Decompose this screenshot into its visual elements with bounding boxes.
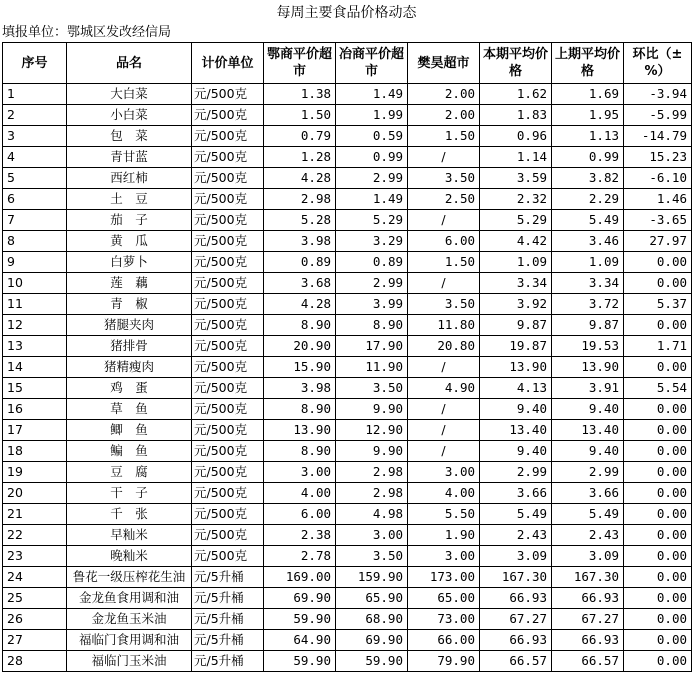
cell-unit: 元/500克 (192, 273, 264, 294)
cell-ehs-price: 59.90 (264, 609, 336, 630)
cell-current-avg: 13.40 (480, 420, 552, 441)
cell-index: 6 (3, 189, 67, 210)
cell-name: 西红柿 (67, 168, 192, 189)
cell-unit: 元/5升桶 (192, 630, 264, 651)
cell-name: 猪精瘦肉 (67, 357, 192, 378)
cell-yes-price: 0.89 (336, 252, 408, 273)
cell-index: 22 (3, 525, 67, 546)
cell-index: 16 (3, 399, 67, 420)
cell-current-avg: 2.43 (480, 525, 552, 546)
page-title: 每周主要食品价格动态 (276, 5, 417, 21)
cell-name: 福临门食用调和油 (67, 630, 192, 651)
cell-fanhao-price: 6.00 (408, 231, 480, 252)
header-name: 品名 (67, 43, 192, 84)
cell-change: 0.00 (624, 462, 692, 483)
cell-change: 0.00 (624, 504, 692, 525)
cell-change: -3.65 (624, 210, 692, 231)
cell-index: 17 (3, 420, 67, 441)
header-unit: 计价单位 (192, 43, 264, 84)
table-row (3, 168, 692, 189)
cell-change: 27.97 (624, 231, 692, 252)
cell-ehs-price: 4.00 (264, 483, 336, 504)
header-yes: 冶商平价超市 (336, 43, 408, 84)
cell-prev-avg: 9.40 (552, 441, 624, 462)
cell-unit: 元/500克 (192, 483, 264, 504)
cell-ehs-price: 4.28 (264, 294, 336, 315)
table-row (3, 483, 692, 504)
cell-change: 0.00 (624, 483, 692, 504)
cell-current-avg: 1.62 (480, 84, 552, 105)
cell-prev-avg: 66.93 (552, 588, 624, 609)
cell-fanhao-price: / (408, 147, 480, 168)
cell-prev-avg: 9.87 (552, 315, 624, 336)
cell-unit: 元/500克 (192, 168, 264, 189)
cell-prev-avg: 1.13 (552, 126, 624, 147)
table-row (3, 126, 692, 147)
cell-yes-price: 2.98 (336, 483, 408, 504)
cell-name: 土 豆 (67, 189, 192, 210)
cell-name: 猪腿夹肉 (67, 315, 192, 336)
cell-current-avg: 0.96 (480, 126, 552, 147)
cell-yes-price: 3.50 (336, 378, 408, 399)
cell-yes-price: 159.90 (336, 567, 408, 588)
table-row (3, 399, 692, 420)
cell-ehs-price: 3.98 (264, 231, 336, 252)
table-row (3, 588, 692, 609)
cell-prev-avg: 0.99 (552, 147, 624, 168)
cell-current-avg: 2.32 (480, 189, 552, 210)
cell-index: 12 (3, 315, 67, 336)
cell-unit: 元/500克 (192, 252, 264, 273)
cell-current-avg: 66.93 (480, 630, 552, 651)
cell-yes-price: 11.90 (336, 357, 408, 378)
table-row (3, 651, 692, 672)
cell-unit: 元/500克 (192, 546, 264, 567)
cell-change: -5.99 (624, 105, 692, 126)
cell-ehs-price: 8.90 (264, 399, 336, 420)
cell-prev-avg: 2.99 (552, 462, 624, 483)
cell-ehs-price: 6.00 (264, 504, 336, 525)
cell-unit: 元/500克 (192, 294, 264, 315)
table-row (3, 630, 692, 651)
cell-name: 金龙鱼玉米油 (67, 609, 192, 630)
cell-ehs-price: 1.38 (264, 84, 336, 105)
cell-unit: 元/500克 (192, 525, 264, 546)
cell-prev-avg: 167.30 (552, 567, 624, 588)
table-row (3, 189, 692, 210)
header-index: 序号 (3, 43, 67, 84)
cell-index: 8 (3, 231, 67, 252)
cell-prev-avg: 5.49 (552, 504, 624, 525)
table-row (3, 504, 692, 525)
cell-index: 24 (3, 567, 67, 588)
cell-ehs-price: 13.90 (264, 420, 336, 441)
cell-prev-avg: 3.66 (552, 483, 624, 504)
cell-unit: 元/500克 (192, 189, 264, 210)
cell-yes-price: 1.49 (336, 189, 408, 210)
cell-current-avg: 9.40 (480, 399, 552, 420)
cell-name: 晚籼米 (67, 546, 192, 567)
cell-yes-price: 59.90 (336, 651, 408, 672)
cell-change: 0.00 (624, 588, 692, 609)
cell-name: 小白菜 (67, 105, 192, 126)
cell-fanhao-price: / (408, 273, 480, 294)
table-row (3, 378, 692, 399)
cell-prev-avg: 3.09 (552, 546, 624, 567)
cell-fanhao-price: / (408, 420, 480, 441)
cell-fanhao-price: 3.00 (408, 462, 480, 483)
table-row (3, 105, 692, 126)
header-change: 环比（±%） (624, 43, 692, 84)
cell-current-avg: 4.13 (480, 378, 552, 399)
cell-name: 鸡 蛋 (67, 378, 192, 399)
cell-current-avg: 3.66 (480, 483, 552, 504)
header-ehs: 鄂商平价超市 (264, 43, 336, 84)
cell-ehs-price: 1.28 (264, 147, 336, 168)
cell-fanhao-price: / (408, 210, 480, 231)
cell-current-avg: 4.42 (480, 231, 552, 252)
cell-change: 0.00 (624, 651, 692, 672)
cell-ehs-price: 20.90 (264, 336, 336, 357)
cell-current-avg: 3.92 (480, 294, 552, 315)
cell-yes-price: 3.00 (336, 525, 408, 546)
table-row (3, 567, 692, 588)
cell-fanhao-price: 11.80 (408, 315, 480, 336)
cell-unit: 元/500克 (192, 315, 264, 336)
cell-change: 0.00 (624, 252, 692, 273)
cell-change: 0.00 (624, 399, 692, 420)
cell-yes-price: 17.90 (336, 336, 408, 357)
cell-prev-avg: 3.91 (552, 378, 624, 399)
cell-yes-price: 9.90 (336, 441, 408, 462)
report-unit: 填报单位：鄂城区发改经信局 (2, 25, 172, 40)
cell-change: 0.00 (624, 441, 692, 462)
cell-change: 1.46 (624, 189, 692, 210)
cell-current-avg: 167.30 (480, 567, 552, 588)
cell-current-avg: 1.83 (480, 105, 552, 126)
cell-current-avg: 9.40 (480, 441, 552, 462)
cell-fanhao-price: 4.00 (408, 483, 480, 504)
cell-current-avg: 66.93 (480, 588, 552, 609)
cell-change: 0.00 (624, 273, 692, 294)
cell-current-avg: 1.09 (480, 252, 552, 273)
cell-current-avg: 3.09 (480, 546, 552, 567)
table-row (3, 609, 692, 630)
cell-name: 白萝卜 (67, 252, 192, 273)
cell-index: 18 (3, 441, 67, 462)
cell-change: -6.10 (624, 168, 692, 189)
cell-fanhao-price: 73.00 (408, 609, 480, 630)
cell-name: 黄 瓜 (67, 231, 192, 252)
cell-yes-price: 2.98 (336, 462, 408, 483)
cell-index: 11 (3, 294, 67, 315)
table-row (3, 525, 692, 546)
cell-ehs-price: 2.38 (264, 525, 336, 546)
cell-prev-avg: 2.43 (552, 525, 624, 546)
cell-unit: 元/500克 (192, 105, 264, 126)
cell-unit: 元/500克 (192, 441, 264, 462)
cell-current-avg: 19.87 (480, 336, 552, 357)
table-row (3, 252, 692, 273)
cell-name: 大白菜 (67, 84, 192, 105)
cell-yes-price: 4.98 (336, 504, 408, 525)
header-fanhao: 樊昊超市 (408, 43, 480, 84)
cell-yes-price: 9.90 (336, 399, 408, 420)
cell-yes-price: 3.50 (336, 546, 408, 567)
cell-name: 包 菜 (67, 126, 192, 147)
cell-current-avg: 66.57 (480, 651, 552, 672)
table-row (3, 231, 692, 252)
cell-fanhao-price: 1.50 (408, 252, 480, 273)
cell-ehs-price: 8.90 (264, 315, 336, 336)
cell-ehs-price: 0.89 (264, 252, 336, 273)
cell-current-avg: 1.14 (480, 147, 552, 168)
cell-ehs-price: 2.98 (264, 189, 336, 210)
cell-index: 21 (3, 504, 67, 525)
cell-fanhao-price: 2.50 (408, 189, 480, 210)
cell-prev-avg: 3.46 (552, 231, 624, 252)
cell-fanhao-price: 1.90 (408, 525, 480, 546)
cell-prev-avg: 1.09 (552, 252, 624, 273)
cell-prev-avg: 2.29 (552, 189, 624, 210)
cell-name: 鳊 鱼 (67, 441, 192, 462)
cell-unit: 元/500克 (192, 210, 264, 231)
cell-yes-price: 12.90 (336, 420, 408, 441)
cell-current-avg: 5.29 (480, 210, 552, 231)
cell-fanhao-price: / (408, 399, 480, 420)
cell-current-avg: 9.87 (480, 315, 552, 336)
cell-ehs-price: 1.50 (264, 105, 336, 126)
cell-prev-avg: 66.57 (552, 651, 624, 672)
cell-unit: 元/5升桶 (192, 651, 264, 672)
cell-ehs-price: 15.90 (264, 357, 336, 378)
cell-change: -14.79 (624, 126, 692, 147)
cell-fanhao-price: 3.50 (408, 168, 480, 189)
cell-change: 0.00 (624, 567, 692, 588)
cell-ehs-price: 64.90 (264, 630, 336, 651)
cell-fanhao-price: 173.00 (408, 567, 480, 588)
cell-index: 1 (3, 84, 67, 105)
cell-change: 0.00 (624, 357, 692, 378)
cell-change: 0.00 (624, 525, 692, 546)
table-row (3, 336, 692, 357)
cell-yes-price: 3.99 (336, 294, 408, 315)
cell-prev-avg: 3.82 (552, 168, 624, 189)
cell-fanhao-price: 65.00 (408, 588, 480, 609)
cell-index: 10 (3, 273, 67, 294)
cell-unit: 元/500克 (192, 357, 264, 378)
cell-index: 14 (3, 357, 67, 378)
table-row (3, 546, 692, 567)
cell-ehs-price: 0.79 (264, 126, 336, 147)
cell-prev-avg: 9.40 (552, 399, 624, 420)
cell-yes-price: 1.99 (336, 105, 408, 126)
table-row (3, 210, 692, 231)
cell-fanhao-price: 2.00 (408, 84, 480, 105)
cell-yes-price: 3.29 (336, 231, 408, 252)
cell-prev-avg: 66.93 (552, 630, 624, 651)
cell-unit: 元/500克 (192, 378, 264, 399)
cell-change: 1.71 (624, 336, 692, 357)
table-row (3, 441, 692, 462)
table-body (3, 84, 692, 672)
cell-unit: 元/500克 (192, 399, 264, 420)
cell-prev-avg: 1.95 (552, 105, 624, 126)
cell-ehs-price: 3.98 (264, 378, 336, 399)
cell-name: 茄 子 (67, 210, 192, 231)
cell-name: 青 椒 (67, 294, 192, 315)
cell-change: 0.00 (624, 420, 692, 441)
table-row (3, 357, 692, 378)
cell-unit: 元/5升桶 (192, 567, 264, 588)
cell-fanhao-price: 3.00 (408, 546, 480, 567)
cell-name: 金龙鱼食用调和油 (67, 588, 192, 609)
cell-prev-avg: 1.69 (552, 84, 624, 105)
cell-index: 20 (3, 483, 67, 504)
cell-ehs-price: 3.00 (264, 462, 336, 483)
table-header (3, 43, 692, 84)
cell-index: 26 (3, 609, 67, 630)
cell-index: 3 (3, 126, 67, 147)
cell-change: 5.54 (624, 378, 692, 399)
cell-index: 5 (3, 168, 67, 189)
cell-fanhao-price: 2.00 (408, 105, 480, 126)
cell-fanhao-price: / (408, 357, 480, 378)
cell-current-avg: 3.34 (480, 273, 552, 294)
cell-change: -3.94 (624, 84, 692, 105)
price-table (2, 42, 692, 672)
cell-name: 鲁花一级压榨花生油 (67, 567, 192, 588)
cell-current-avg: 67.27 (480, 609, 552, 630)
cell-index: 28 (3, 651, 67, 672)
cell-index: 13 (3, 336, 67, 357)
cell-yes-price: 1.49 (336, 84, 408, 105)
cell-name: 豆 腐 (67, 462, 192, 483)
cell-fanhao-price: 79.90 (408, 651, 480, 672)
cell-yes-price: 0.99 (336, 147, 408, 168)
cell-prev-avg: 3.72 (552, 294, 624, 315)
header-row (3, 43, 692, 84)
cell-name: 莲 藕 (67, 273, 192, 294)
cell-unit: 元/500克 (192, 84, 264, 105)
cell-change: 15.23 (624, 147, 692, 168)
cell-index: 25 (3, 588, 67, 609)
cell-yes-price: 69.90 (336, 630, 408, 651)
cell-yes-price: 5.29 (336, 210, 408, 231)
table-row (3, 84, 692, 105)
cell-name: 猪排骨 (67, 336, 192, 357)
cell-ehs-price: 169.00 (264, 567, 336, 588)
cell-unit: 元/500克 (192, 336, 264, 357)
cell-ehs-price: 5.28 (264, 210, 336, 231)
cell-index: 15 (3, 378, 67, 399)
cell-current-avg: 2.99 (480, 462, 552, 483)
cell-unit: 元/500克 (192, 420, 264, 441)
cell-name: 早籼米 (67, 525, 192, 546)
cell-change: 0.00 (624, 546, 692, 567)
cell-unit: 元/500克 (192, 231, 264, 252)
cell-current-avg: 3.59 (480, 168, 552, 189)
cell-unit: 元/5升桶 (192, 588, 264, 609)
cell-unit: 元/500克 (192, 462, 264, 483)
header-prev-avg: 上期平均价格 (552, 43, 624, 84)
header-current-avg: 本期平均价格 (480, 43, 552, 84)
cell-name: 草 鱼 (67, 399, 192, 420)
cell-prev-avg: 19.53 (552, 336, 624, 357)
cell-change: 0.00 (624, 630, 692, 651)
cell-unit: 元/500克 (192, 126, 264, 147)
cell-unit: 元/500克 (192, 504, 264, 525)
cell-change: 0.00 (624, 609, 692, 630)
cell-unit: 元/5升桶 (192, 609, 264, 630)
cell-change: 0.00 (624, 315, 692, 336)
cell-current-avg: 13.90 (480, 357, 552, 378)
cell-ehs-price: 2.78 (264, 546, 336, 567)
cell-fanhao-price: 66.00 (408, 630, 480, 651)
table-row (3, 147, 692, 168)
cell-change: 5.37 (624, 294, 692, 315)
cell-yes-price: 2.99 (336, 168, 408, 189)
cell-fanhao-price: 20.80 (408, 336, 480, 357)
cell-name: 干 子 (67, 483, 192, 504)
cell-name: 鲫 鱼 (67, 420, 192, 441)
cell-yes-price: 0.59 (336, 126, 408, 147)
cell-ehs-price: 3.68 (264, 273, 336, 294)
cell-fanhao-price: 1.50 (408, 126, 480, 147)
cell-name: 千 张 (67, 504, 192, 525)
cell-name: 福临门玉米油 (67, 651, 192, 672)
cell-yes-price: 65.90 (336, 588, 408, 609)
cell-index: 23 (3, 546, 67, 567)
cell-prev-avg: 13.90 (552, 357, 624, 378)
cell-index: 19 (3, 462, 67, 483)
cell-fanhao-price: 3.50 (408, 294, 480, 315)
cell-yes-price: 68.90 (336, 609, 408, 630)
cell-ehs-price: 69.90 (264, 588, 336, 609)
cell-name: 青甘蓝 (67, 147, 192, 168)
cell-yes-price: 2.99 (336, 273, 408, 294)
table-row (3, 462, 692, 483)
cell-index: 7 (3, 210, 67, 231)
cell-prev-avg: 5.49 (552, 210, 624, 231)
cell-current-avg: 5.49 (480, 504, 552, 525)
cell-prev-avg: 13.40 (552, 420, 624, 441)
table-row (3, 315, 692, 336)
cell-index: 9 (3, 252, 67, 273)
cell-unit: 元/500克 (192, 147, 264, 168)
cell-ehs-price: 8.90 (264, 441, 336, 462)
table-row (3, 420, 692, 441)
cell-fanhao-price: 4.90 (408, 378, 480, 399)
cell-index: 27 (3, 630, 67, 651)
cell-ehs-price: 59.90 (264, 651, 336, 672)
cell-prev-avg: 67.27 (552, 609, 624, 630)
cell-yes-price: 8.90 (336, 315, 408, 336)
table-row (3, 273, 692, 294)
table-row (3, 294, 692, 315)
cell-index: 2 (3, 105, 67, 126)
cell-index: 4 (3, 147, 67, 168)
cell-fanhao-price: 5.50 (408, 504, 480, 525)
cell-ehs-price: 4.28 (264, 168, 336, 189)
cell-fanhao-price: / (408, 441, 480, 462)
cell-prev-avg: 3.34 (552, 273, 624, 294)
